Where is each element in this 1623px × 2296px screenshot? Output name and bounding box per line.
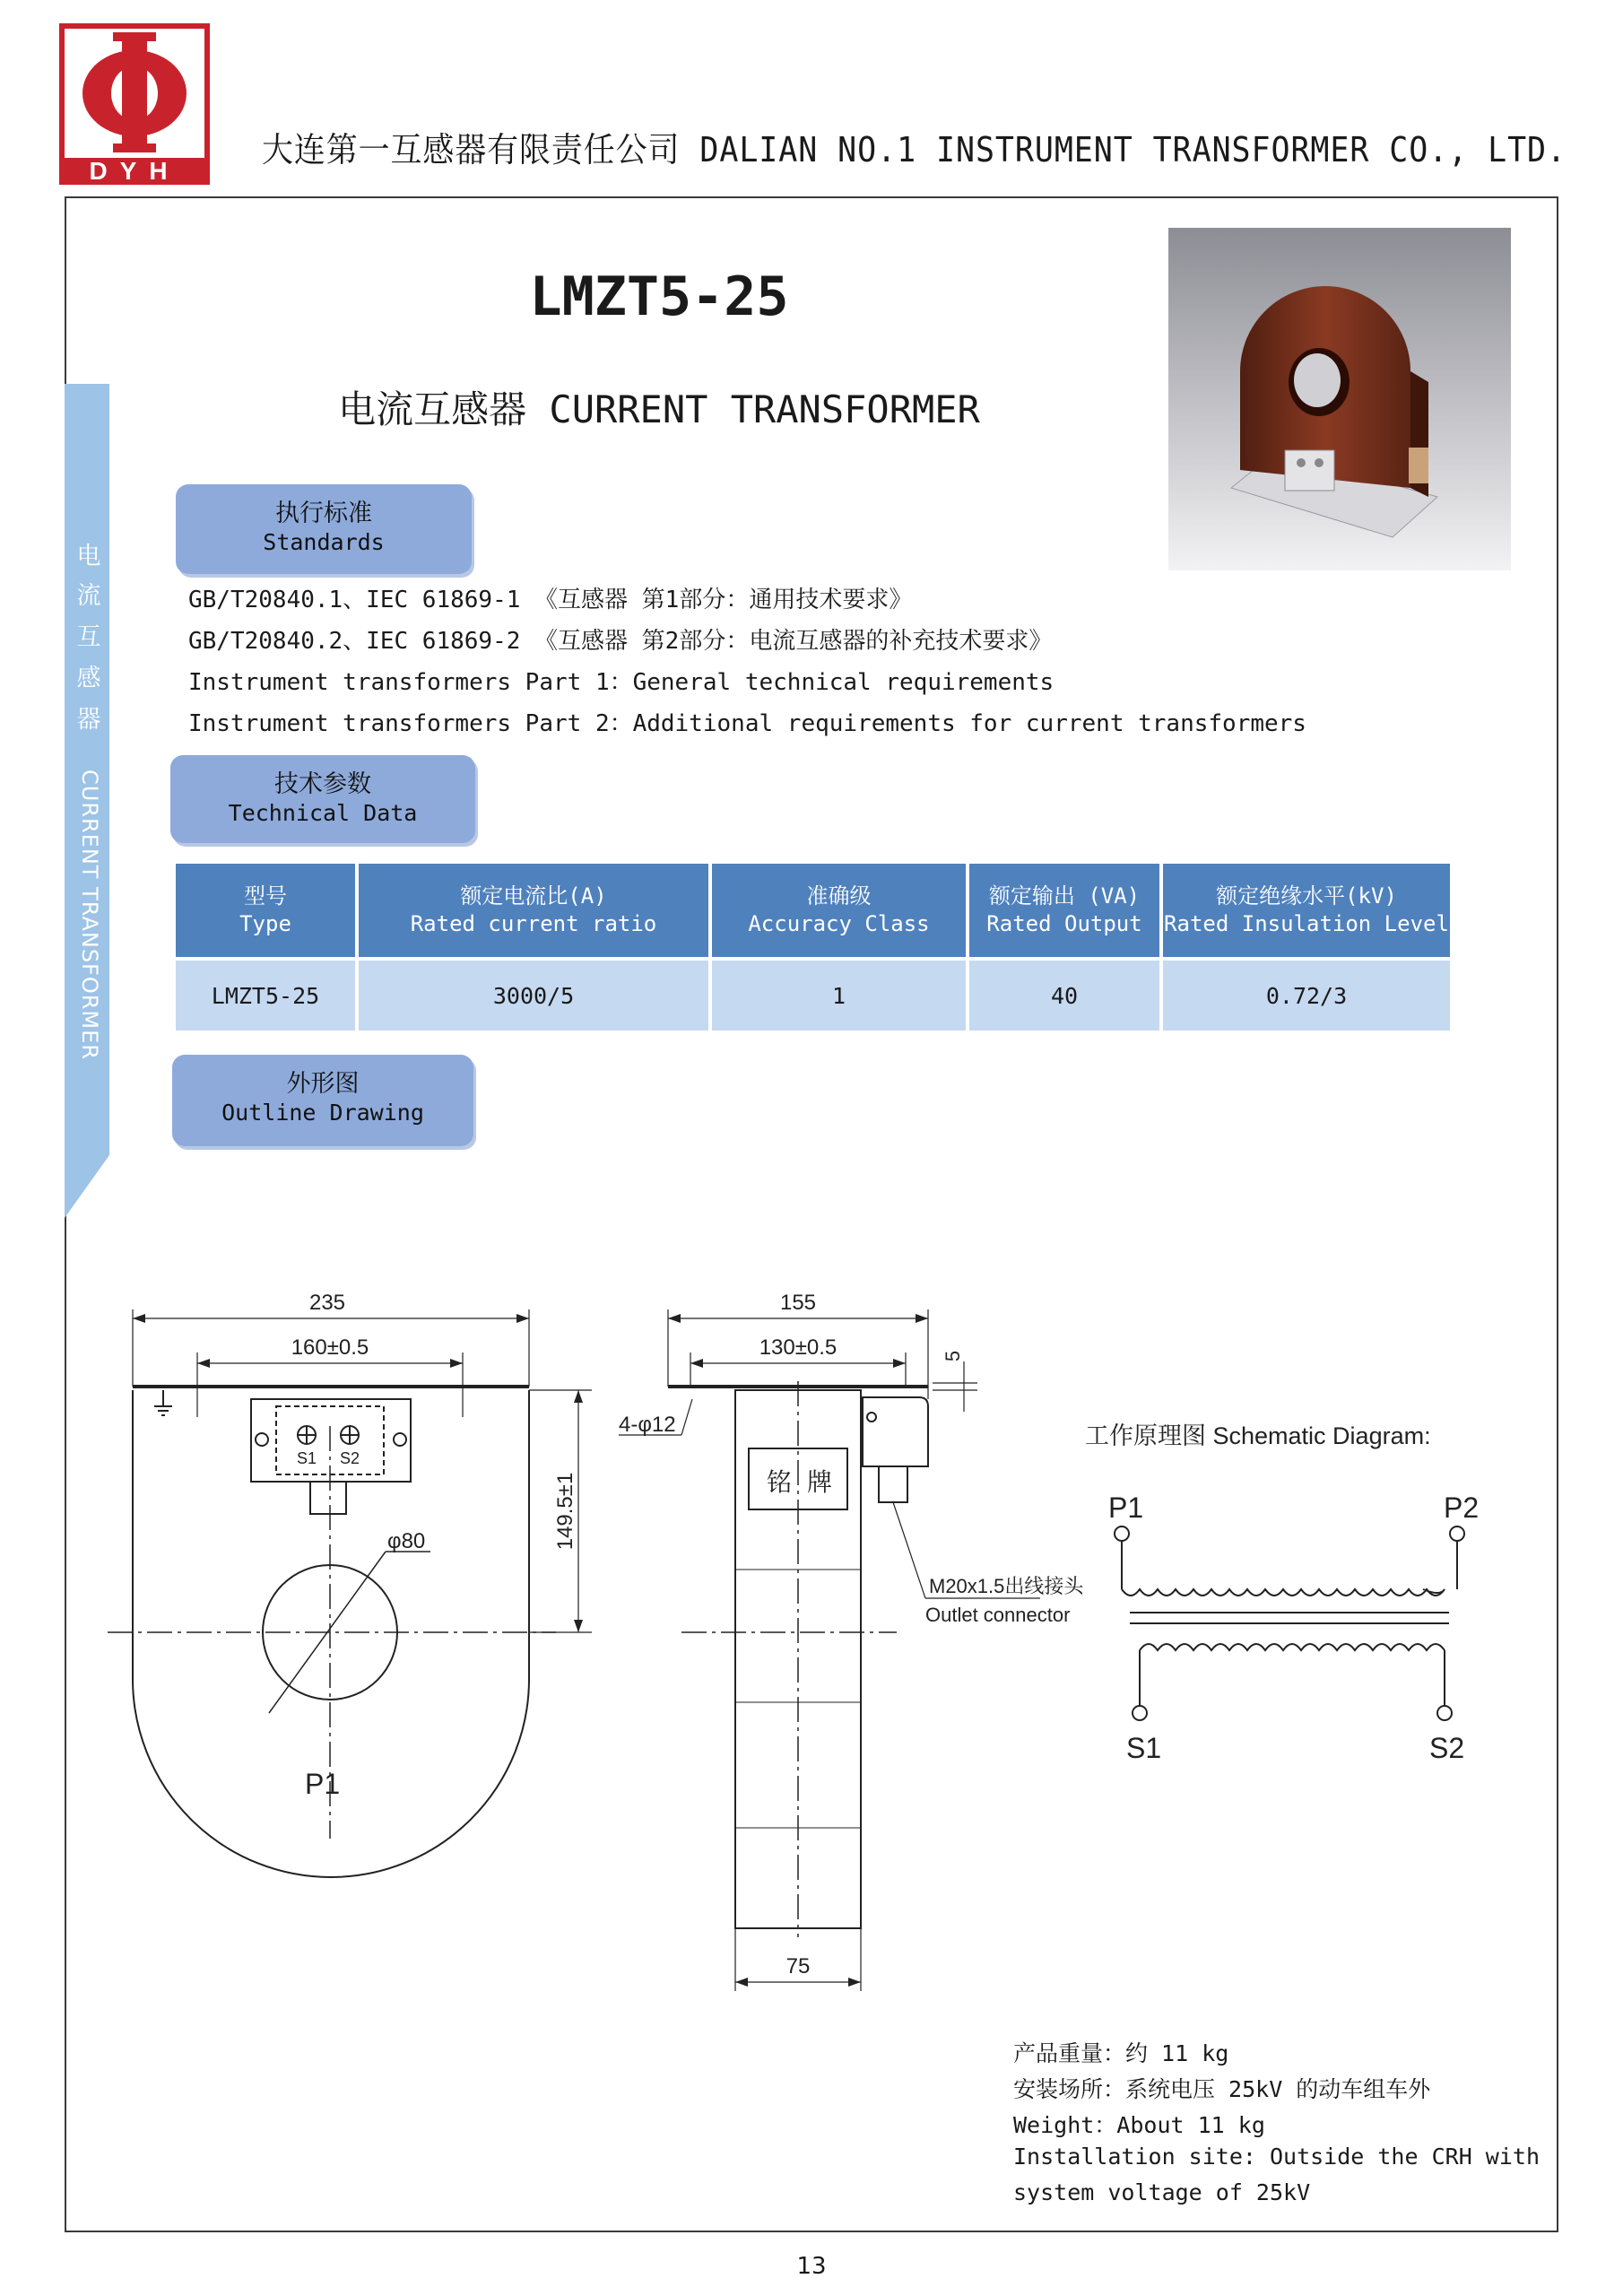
side-tab-label: CURRENT TRANSFORMER xyxy=(77,770,102,1060)
dimension-155: 155 xyxy=(779,1291,817,1315)
standard-line: Instrument transformers Part 1：General technical requirements xyxy=(188,669,1055,696)
standards-badge xyxy=(176,484,472,574)
standard-line: Instrument transformers Part 2：Additional requirements for current transformers xyxy=(188,710,1306,737)
table-cell: 40 xyxy=(969,957,1159,1031)
table-header-row xyxy=(176,864,1450,957)
header-en: Rated Output xyxy=(986,911,1142,936)
side-view xyxy=(619,1291,1084,1991)
front-view xyxy=(108,1291,592,1877)
badge-title-en: Technical Data xyxy=(228,800,418,826)
standard-line: GB/T20840.2、IEC 61869-2 《互感器 第2部分：电流互感器的补充技术要求》 xyxy=(188,628,1053,655)
table-cell: LMZT5-25 xyxy=(176,957,355,1031)
table-cell: 1 xyxy=(712,957,966,1031)
note-site-en: Installation site: Outside the CRH with xyxy=(1013,2144,1540,2170)
standard-line: GB/T20840.1、IEC 61869-1 《互感器 第1部分：通用技术要求》 xyxy=(188,587,913,613)
company-logo xyxy=(59,23,210,185)
header-zh: 准确级 xyxy=(806,883,872,909)
outline-drawing-badge xyxy=(172,1055,473,1146)
dimension-130: 130±0.5 xyxy=(759,1335,838,1360)
nameplate-label-1: 铭 xyxy=(767,1468,793,1496)
technical-data-badge xyxy=(170,755,475,843)
header-en: Rated current ratio xyxy=(410,911,657,936)
technical-data-table xyxy=(172,864,1454,1031)
header-en: Accuracy Class xyxy=(748,911,930,936)
note-site-en-cont: system voltage of 25kV xyxy=(1013,2179,1311,2205)
header-zh: 型号 xyxy=(244,883,287,909)
table-cell: 3000/5 xyxy=(359,957,708,1031)
outline-drawing xyxy=(90,1256,1560,1979)
badge-title-zh: 技术参数 xyxy=(274,770,371,798)
side-char: 电 xyxy=(76,543,101,570)
column-header-output xyxy=(969,864,1159,957)
page-number: 13 xyxy=(796,2253,827,2280)
badge-title-zh: 外形图 xyxy=(286,1070,360,1098)
page-subtitle: 电流互感器 CURRENT TRANSFORMER xyxy=(338,387,980,431)
column-header-accuracy xyxy=(712,864,966,957)
column-header-insulation xyxy=(1163,864,1450,957)
schematic-p1: P1 xyxy=(1108,1492,1144,1524)
terminal-s1-label: S1 xyxy=(296,1449,317,1467)
terminal-s2-label: S2 xyxy=(339,1449,360,1467)
table-cell: 0.72/3 xyxy=(1163,957,1450,1031)
company-name: 大连第一互感器有限责任公司 DALIAN NO.1 INSTRUMENT TRANSFORMER CO., LTD. xyxy=(262,130,1567,170)
side-char: 感 xyxy=(76,665,101,692)
connector-label-zh: M20x1.5出线接头 xyxy=(929,1575,1084,1597)
connector-label-en: Outlet connector xyxy=(925,1604,1071,1626)
note-site-zh: 安装场所：系统电压 25kV 的动车组车外 xyxy=(1013,2076,1431,2102)
header-en: Rated Insulation Level xyxy=(1164,911,1449,936)
header-zh: 额定电流比(A) xyxy=(460,883,607,909)
nameplate-label-2: 牌 xyxy=(807,1468,833,1496)
schematic-p2: P2 xyxy=(1444,1492,1480,1524)
schematic-s1: S1 xyxy=(1126,1732,1162,1764)
page-title: LMZT5-25 xyxy=(529,265,789,328)
side-char: 器 xyxy=(76,706,101,734)
schematic-title: 工作原理图 Schematic Diagram: xyxy=(1085,1422,1431,1449)
front-p1-label: P1 xyxy=(305,1768,341,1800)
column-header-type xyxy=(176,864,355,957)
note-weight-zh: 产品重量：约 11 kg xyxy=(1013,2040,1229,2066)
logo-text: DYH xyxy=(89,157,180,185)
table-row xyxy=(176,957,1450,1031)
schematic-diagram xyxy=(1085,1422,1479,1764)
hole-diameter-label: φ80 xyxy=(387,1529,426,1553)
header-en: Type xyxy=(239,911,291,936)
dimension-160: 160±0.5 xyxy=(291,1335,369,1360)
dimension-75: 75 xyxy=(785,1954,811,1979)
note-weight-en: Weight：About 11 kg xyxy=(1013,2112,1265,2138)
product-photo xyxy=(1168,228,1511,570)
column-header-current-ratio xyxy=(359,864,708,957)
side-char: 流 xyxy=(76,582,101,610)
badge-title-en: Outline Drawing xyxy=(221,1100,424,1126)
badge-title-en: Standards xyxy=(263,529,385,555)
dimension-height: 149.5±1 xyxy=(553,1472,577,1551)
dimension-5: 5 xyxy=(942,1350,964,1362)
side-char: 互 xyxy=(76,623,101,651)
dimension-235: 235 xyxy=(308,1291,346,1315)
header-zh: 额定绝缘水平(kV) xyxy=(1216,883,1397,909)
schematic-s2: S2 xyxy=(1429,1732,1465,1764)
badge-title-zh: 执行标准 xyxy=(275,500,372,527)
holes-label: 4-φ12 xyxy=(619,1413,676,1437)
header-zh: 额定输出 (VA) xyxy=(988,883,1141,909)
